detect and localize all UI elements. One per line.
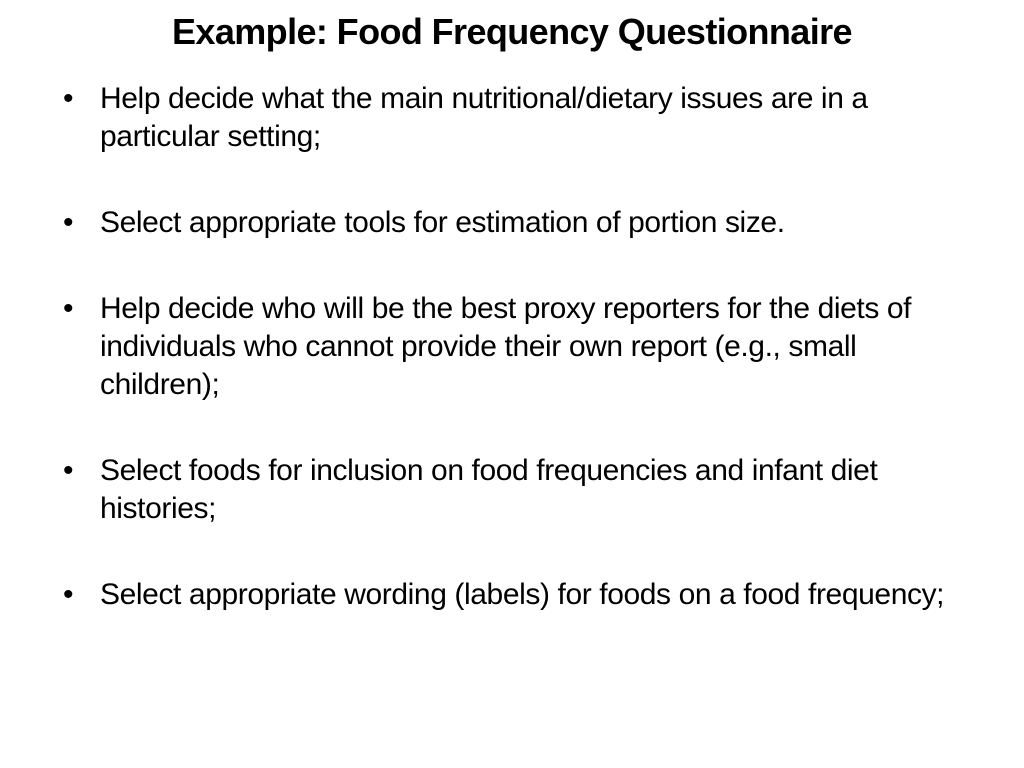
bullet-icon: • [62, 82, 74, 115]
bullet-icon: • [62, 454, 74, 487]
bullet-item [58, 80, 978, 156]
bullet-icon: • [62, 206, 74, 239]
bullet-text: Select foods for inclusion on food frequencies and infant diet histories; [100, 454, 878, 525]
bullet-text: Select appropriate wording (labels) for foods on a food frequency; [100, 578, 945, 611]
bullet-text: Select appropriate tools for estimation of portion size. [100, 206, 785, 239]
bullet-icon: • [62, 578, 74, 611]
bullet-text: Help decide what the main nutritional/dietary issues are in a particular setting; [100, 82, 868, 153]
bullet-item [58, 576, 978, 614]
bullet-text: Help decide who will be the best proxy reporters for the diets of individuals who cannot provide their own report (e.g., small children); [100, 292, 912, 401]
slide-title: Example: Food Frequency Questionnaire [172, 11, 852, 52]
bullet-list [58, 80, 978, 614]
bullet-item [58, 452, 978, 528]
bullet-item [58, 290, 978, 404]
bullet-icon: • [62, 292, 74, 325]
bullet-item [58, 204, 978, 242]
